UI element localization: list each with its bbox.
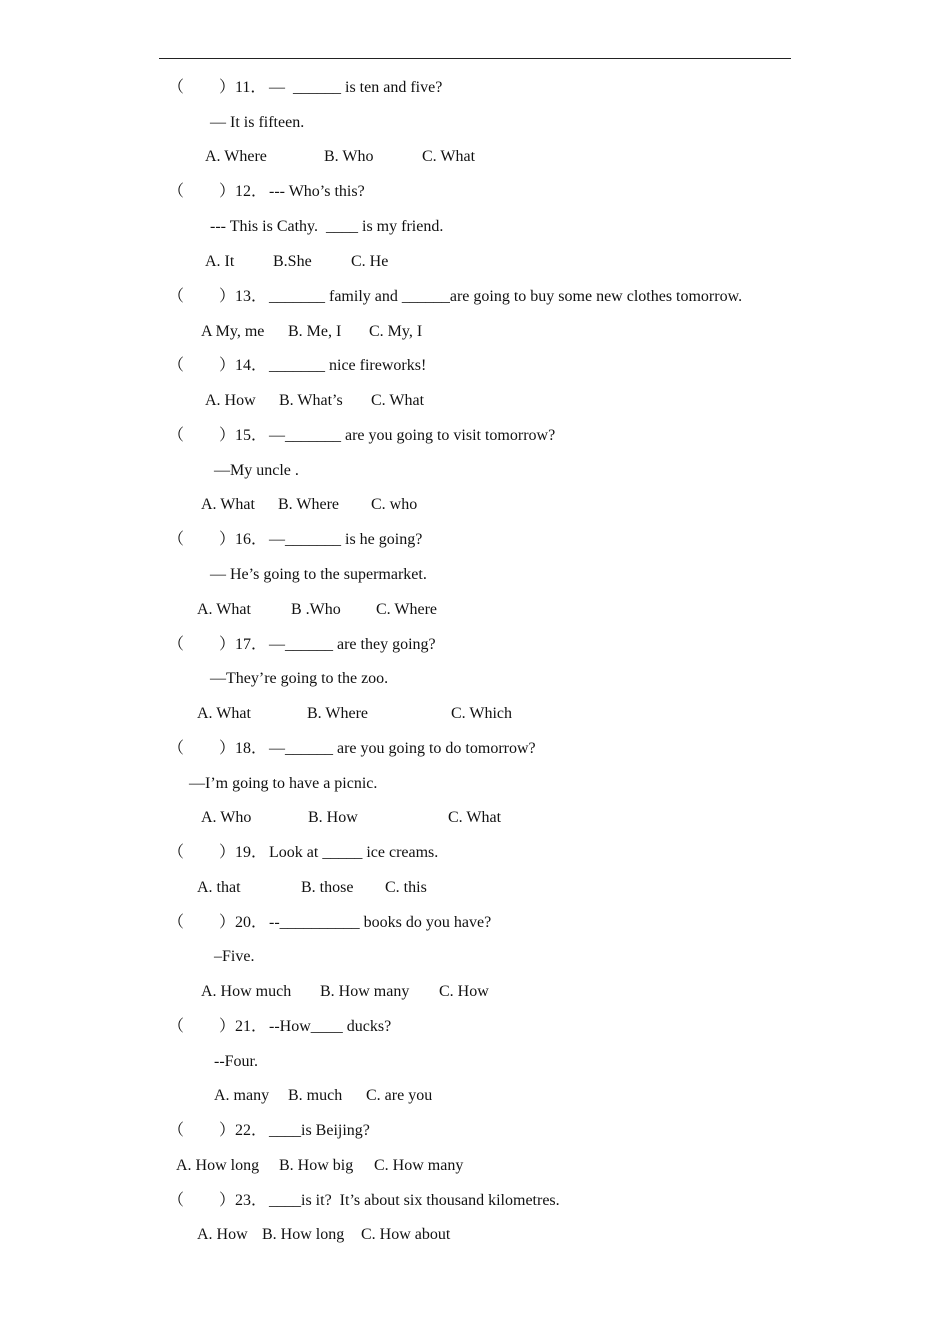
question-15-option-a: A. What (201, 496, 255, 513)
answer-paren-close: ） (219, 1192, 236, 1209)
question-22-option-a: A. How long (176, 1157, 260, 1174)
question-15-option-b: B. Where (278, 496, 340, 513)
question-14-option-c: C. What (371, 392, 425, 409)
question-number: 11． (235, 79, 267, 96)
question-stem: —______ are you going to do tomorrow? (269, 740, 536, 757)
question-23-option-a: A. How (197, 1226, 248, 1243)
answer-paren-open: （ (168, 427, 185, 444)
question-18-option-b: B. How (308, 809, 358, 826)
answer-paren-open: （ (168, 844, 185, 861)
question-stem: --How____ ducks? (269, 1018, 392, 1035)
question-13-option-c: C. My, I (369, 323, 423, 340)
question-15-option-c: C. who (371, 496, 418, 513)
question-19-option-b: B. those (301, 879, 354, 896)
question-stem: —_______ are you going to visit tomorrow? (269, 427, 556, 444)
question-stem: ____is it? It’s about six thousand kilometres. (269, 1192, 560, 1209)
question-12-option-b: B.She (273, 253, 312, 270)
question-11-option-b: B. Who (324, 148, 374, 165)
question-23-option-b: B. How long (262, 1226, 345, 1243)
question-number: 19． (235, 844, 268, 861)
answer-paren-close: ） (219, 914, 236, 931)
question-stem: _______ family and ______are going to buy some new clothes tomorrow. (269, 288, 743, 305)
question-11-option-a: A. Where (205, 148, 267, 165)
question-18-reply: —I’m going to have a picnic. (189, 775, 378, 792)
question-number: 12． (235, 183, 268, 200)
question-14-option-b: B. What’s (279, 392, 343, 409)
answer-paren-close: ） (219, 183, 236, 200)
answer-paren-open: （ (168, 740, 185, 757)
question-19-option-c: C. this (385, 879, 427, 896)
question-stem: ____is Beijing? (269, 1122, 370, 1139)
question-number: 17． (235, 636, 268, 653)
question-stem: —______ are they going? (269, 636, 436, 653)
question-number: 14． (235, 357, 268, 374)
answer-paren-open: （ (168, 1192, 185, 1209)
answer-paren-open: （ (168, 914, 185, 931)
answer-paren-close: ） (219, 288, 236, 305)
question-number: 16． (235, 531, 268, 548)
question-18-option-c: C. What (448, 809, 502, 826)
answer-paren-open: （ (168, 79, 185, 96)
header-rule (159, 58, 791, 59)
question-17-option-c: C. Which (451, 705, 513, 722)
question-21-option-b: B. much (288, 1087, 343, 1104)
question-stem: — ______ is ten and five? (269, 79, 443, 96)
question-stem: _______ nice fireworks! (269, 357, 427, 374)
answer-paren-open: （ (168, 357, 185, 374)
answer-paren-close: ） (219, 1018, 236, 1035)
question-number: 21． (235, 1018, 268, 1035)
question-number: 18． (235, 740, 268, 757)
question-number: 22． (235, 1122, 268, 1139)
answer-paren-close: ） (219, 740, 236, 757)
question-20-reply: –Five. (214, 948, 255, 965)
question-17-option-a: A. What (197, 705, 251, 722)
answer-paren-open: （ (168, 1018, 185, 1035)
answer-paren-open: （ (168, 288, 185, 305)
question-16-option-a: A. What (197, 601, 251, 618)
question-16-option-b: B .Who (291, 601, 341, 618)
answer-paren-open: （ (168, 636, 185, 653)
question-20-option-c: C. How (439, 983, 489, 1000)
question-23-option-c: C. How about (361, 1226, 451, 1243)
question-21-option-c: C. are you (366, 1087, 433, 1104)
question-number: 20． (235, 914, 268, 931)
question-stem: --__________ books do you have? (269, 914, 492, 931)
question-12-reply: --- This is Cathy. ____ is my friend. (210, 218, 444, 235)
question-19-option-a: A. that (197, 879, 241, 896)
question-22-option-b: B. How big (279, 1157, 354, 1174)
question-stem: --- Who’s this? (269, 183, 365, 200)
answer-paren-close: ） (219, 636, 236, 653)
question-13-option-a: A My, me (201, 323, 265, 340)
answer-paren-close: ） (219, 357, 236, 374)
answer-paren-close: ） (219, 427, 236, 444)
question-12-option-c: C. He (351, 253, 389, 270)
question-17-reply: —They’re going to the zoo. (210, 670, 389, 687)
question-12-option-a: A. It (205, 253, 235, 270)
question-13-option-b: B. Me, I (288, 323, 342, 340)
question-11-option-c: C. What (422, 148, 476, 165)
question-18-option-a: A. Who (201, 809, 252, 826)
question-15-reply: —My uncle . (214, 462, 299, 479)
answer-paren-open: （ (168, 531, 185, 548)
question-stem: —_______ is he going? (269, 531, 423, 548)
question-20-option-b: B. How many (320, 983, 410, 1000)
question-21-option-a: A. many (214, 1087, 270, 1104)
answer-paren-open: （ (168, 1122, 185, 1139)
question-16-option-c: C. Where (376, 601, 438, 618)
answer-paren-close: ） (219, 1122, 236, 1139)
question-stem: Look at _____ ice creams. (269, 844, 439, 861)
answer-paren-close: ） (219, 844, 236, 861)
question-number: 13． (235, 288, 268, 305)
question-17-option-b: B. Where (307, 705, 369, 722)
question-16-reply: — He’s going to the supermarket. (210, 566, 427, 583)
answer-paren-close: ） (219, 531, 236, 548)
answer-paren-open: （ (168, 183, 185, 200)
answer-paren-close: ） (219, 79, 236, 96)
question-21-reply: --Four. (214, 1053, 258, 1070)
question-20-option-a: A. How much (201, 983, 292, 1000)
question-14-option-a: A. How (205, 392, 256, 409)
question-number: 15． (235, 427, 268, 444)
question-11-reply: — It is fifteen. (210, 114, 305, 131)
question-22-option-c: C. How many (374, 1157, 464, 1174)
question-number: 23． (235, 1192, 268, 1209)
